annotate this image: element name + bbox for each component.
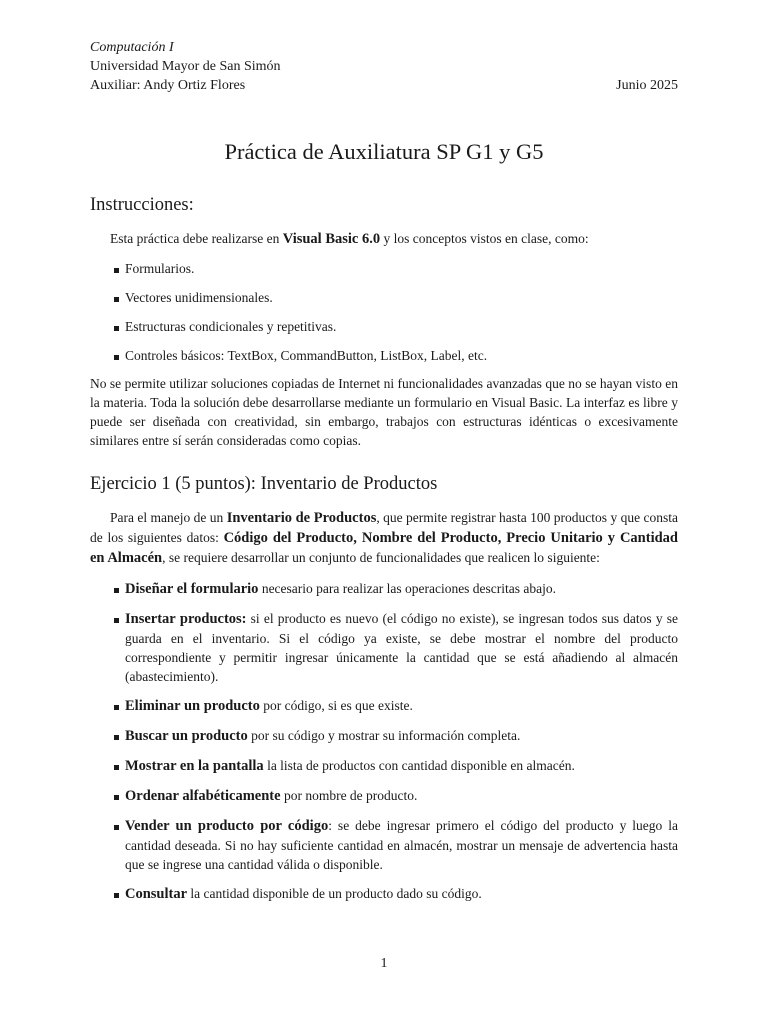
document-page [90, 38, 678, 904]
bullet-icon [114, 795, 119, 800]
list-item: Controles básicos: TextBox, CommandButton, ListBox, Label, etc. [125, 346, 678, 365]
document-header [90, 38, 678, 95]
list-item: Consultar la cantidad disponible de un producto dado su código. [125, 884, 678, 904]
exercise-intro: Para el manejo de un Inventario de Productos, que permite registrar hasta 100 productos y que consta de los siguientes datos: Código del Producto, Nombre del Producto, Precio Unitario y Cantidad en Almacén, se requiere desarrollar un conjunto de funcionalidades que realicen lo siguiente: [90, 510, 678, 566]
exercise-heading: Ejercicio 1 (5 puntos): Inventario de Productos [90, 474, 438, 494]
bullet-icon [114, 825, 119, 830]
bullet-icon [114, 618, 119, 623]
bullet-icon [114, 355, 119, 360]
list-item: Mostrar en la pantalla la lista de productos con cantidad disponible en almacén. [125, 756, 678, 776]
document-date: Junio 2025 [616, 78, 678, 93]
bullet-icon [114, 588, 119, 593]
list-item: Insertar productos: si el producto es nuevo (el código no existe), se ingresan todos sus datos y se guarda en el inventario. Si el código ya existe, se debe mostrar el nombre del producto correspondiente y permitir ingresar únicamente la cantidad que se está añadiendo al almacén (abastecimiento). [125, 609, 678, 686]
list-item: Vender un producto por código: se debe ingresar primero el código del producto y luego la cantidad deseada. Si no hay suficiente cantidad en almacén, mostrar un mensaje de advertencia hasta que se ingrese una cantidad válida o disponible. [125, 816, 678, 874]
course-name: Computación I [90, 40, 174, 55]
list-item: Diseñar el formulario necesario para realizar las operaciones descritas abajo. [125, 579, 678, 599]
list-item: Buscar un producto por su código y mostrar su información completa. [125, 726, 678, 746]
bullet-icon [114, 893, 119, 898]
list-item: Formularios. [125, 259, 678, 278]
instructions-intro: Esta práctica debe realizarse en Visual Basic 6.0 y los conceptos vistos en clase, como: [110, 231, 589, 247]
instructions-heading: Instrucciones: [90, 195, 194, 215]
exercise-task-list [90, 579, 678, 904]
list-item: Vectores unidimensionales. [125, 288, 678, 307]
list-item: Eliminar un producto por código, si es que existe. [125, 696, 678, 716]
instructions-paragraph: No se permite utilizar soluciones copiadas de Internet ni funcionalidades avanzadas que no se hayan visto en la materia. Toda la solución debe desarrollarse mediante un formulario en Visual Basic. La interfaz es libre y puede ser diseñada con creatividad, sin embargo, trabajos con estructuras idénticas o excesivamente similares entre sí serán consideradas como copias. [90, 376, 678, 448]
assistant-name: Auxiliar: Andy Ortiz Flores [90, 78, 246, 93]
bullet-icon [114, 268, 119, 273]
page-number: 1 [380, 956, 388, 971]
university-name: Universidad Mayor de San Simón [90, 59, 281, 74]
bullet-icon [114, 735, 119, 740]
list-item: Estructuras condicionales y repetitivas. [125, 317, 678, 336]
bullet-icon [114, 765, 119, 770]
bullet-icon [114, 326, 119, 331]
instructions-list [90, 259, 678, 365]
bullet-icon [114, 297, 119, 302]
page-title: Práctica de Auxiliatura SP G1 y G5 [224, 139, 544, 164]
bullet-icon [114, 705, 119, 710]
list-item: Ordenar alfabéticamente por nombre de producto. [125, 786, 678, 806]
